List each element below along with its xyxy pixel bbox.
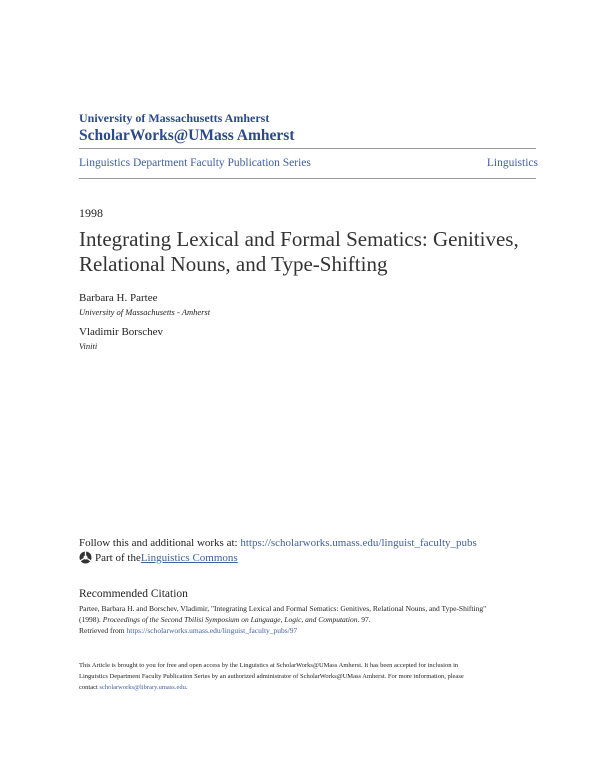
bottom-divider bbox=[79, 178, 536, 179]
publication-year: 1998 bbox=[79, 206, 103, 220]
citation-heading: Recommended Citation bbox=[79, 588, 188, 600]
notice-line-3: contact scholarworks@library.umass.edu. bbox=[79, 684, 188, 691]
top-divider bbox=[79, 148, 536, 149]
title-line-1: Integrating Lexical and Formal Sematics: Genitives, bbox=[79, 227, 519, 251]
notice-line-1: This Article is brought to you for free and open access by the Linguistics at ScholarWorks@UMass Amherst. It has been accepted for inclusion in bbox=[79, 662, 459, 669]
citation-body bbox=[79, 603, 539, 636]
follow-url-link[interactable]: https://scholarworks.umass.edu/linguist_faculty_pubs bbox=[240, 537, 477, 549]
institution-header bbox=[79, 111, 295, 145]
institution-name[interactable]: University of Massachusetts Amherst bbox=[79, 111, 270, 125]
contact-email-link[interactable]: scholarworks@library.umass.edu bbox=[99, 684, 186, 691]
citation-url-link[interactable]: https://scholarworks.umass.edu/linguist_faculty_pubs/97 bbox=[126, 626, 298, 635]
title-line-2: Relational Nouns, and Type-Shifting bbox=[79, 252, 388, 276]
linguistics-commons-link[interactable]: Linguistics Commons bbox=[140, 551, 238, 564]
author-block bbox=[79, 292, 210, 317]
part-of-label: Part of the bbox=[95, 551, 141, 564]
follow-label: Follow this and additional works at: bbox=[79, 537, 241, 549]
article-title bbox=[79, 227, 549, 277]
author-block bbox=[79, 326, 163, 351]
citation-line-1: Partee, Barbara H. and Borschev, Vladimir, "Integrating Lexical and Formal Sematics: Genitives, Relational Nouns, and Type-Shifting" bbox=[79, 604, 487, 613]
notice-line-2: Linguistics Department Faculty Publication Series by an authorized administrator of ScholarWorks@UMass Amherst. For more information, please bbox=[79, 673, 464, 680]
author-affiliation: Viniti bbox=[79, 341, 98, 351]
repository-name[interactable]: ScholarWorks@UMass Amherst bbox=[79, 127, 295, 144]
author-name: Vladimir Borschev bbox=[79, 326, 164, 338]
author-affiliation: University of Massachusetts - Amherst bbox=[79, 307, 211, 317]
citation-retrieved: Retrieved from https://scholarworks.umass.edu/linguist_faculty_pubs/97 bbox=[79, 626, 298, 635]
department-link[interactable]: Linguistics bbox=[486, 157, 538, 169]
author-name: Barbara H. Partee bbox=[79, 292, 158, 304]
series-link[interactable]: Linguistics Department Faculty Publication Series bbox=[79, 157, 311, 169]
citation-line-2: (1998). Proceedings of the Second Tbilisi Symposium on Language, Logic, and Computation. 97. bbox=[79, 615, 371, 624]
network-icon bbox=[79, 551, 92, 564]
access-notice bbox=[79, 660, 539, 693]
citation-journal: Proceedings of the Second Tbilisi Symposium on Language, Logic, and Computation bbox=[102, 615, 358, 624]
commons-line bbox=[79, 551, 238, 564]
follow-line bbox=[79, 537, 477, 549]
